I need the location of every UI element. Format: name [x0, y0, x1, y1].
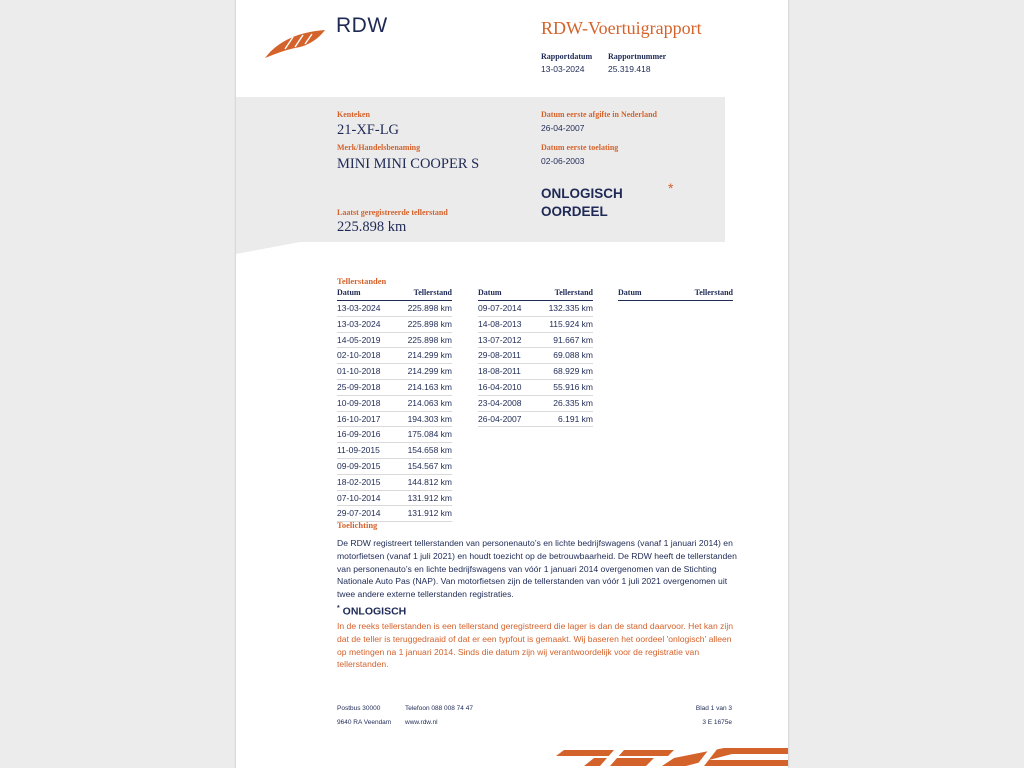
- reading-km: 214.299 km: [407, 366, 452, 377]
- reading-km: 69.088 km: [553, 350, 593, 361]
- col-value-header: Tellerstand: [554, 288, 593, 297]
- table-row: [337, 317, 452, 333]
- reading-km: 214.163 km: [407, 381, 452, 392]
- reading-km: 175.084 km: [407, 429, 452, 440]
- table-row: [337, 364, 452, 380]
- reading-date: 29-07-2014: [337, 508, 381, 519]
- readings-column-3: [618, 288, 733, 301]
- readings-header: [337, 288, 452, 301]
- reading-date: 23-04-2008: [478, 397, 522, 408]
- brand-name: RDW: [336, 14, 388, 37]
- table-row: [478, 396, 593, 412]
- report-page: [236, 0, 788, 768]
- report-number: 25.319.418: [608, 64, 651, 74]
- table-row: [337, 459, 452, 475]
- col-date-header: Datum: [337, 288, 361, 297]
- readings-header: [478, 288, 593, 301]
- report-date-label: Rapportdatum: [541, 52, 593, 61]
- plate-value: 21-XF-LG: [337, 122, 400, 138]
- first-admission-label: Datum eerste toelating: [541, 143, 619, 152]
- report-title: RDW-Voertuigrapport: [541, 18, 702, 38]
- reading-km: 115.924 km: [549, 318, 593, 329]
- reading-km: 225.898 km: [407, 318, 452, 329]
- reading-date: 09-07-2014: [478, 303, 522, 313]
- explanation-text: De RDW registreert tellerstanden van personenauto’s en lichte bedrijfswagens (vanaf 1 januari 2014) en motorfietsen (vanaf 1 juli 2021) en houdt toezicht op de betrouwbaarheid. De RDW heeft de tellerstanden van personenauto’s en lichte bedrijfswagens van vóór 1 januari 2014 overgenomen van de Stichting Nationale Auto Pas (NAP). Van motorfietsen zijn de tellerstanden van vóór 1 juli 2021 overgenomen uit twee andere externe tellerstanden registraties.: [337, 538, 737, 600]
- col-value-header: Tellerstand: [413, 288, 452, 297]
- reading-date: 14-08-2013: [478, 318, 522, 329]
- reading-date: 18-08-2011: [478, 366, 521, 377]
- table-row: [337, 333, 452, 349]
- first-admission-value: 02-06-2003: [541, 156, 585, 166]
- reading-date: 16-09-2016: [337, 429, 381, 440]
- illogical-title: ONLOGISCH: [342, 605, 407, 618]
- reading-km: 214.063 km: [407, 397, 452, 408]
- footer-phone: Telefoon 088 008 74 47: [405, 705, 473, 712]
- reading-date: 13-03-2024: [337, 318, 381, 329]
- footer-web[interactable]: www.rdw.nl: [405, 719, 438, 726]
- reading-km: 131.912 km: [407, 508, 452, 519]
- reading-km: 68.929 km: [553, 366, 593, 377]
- reading-km: 144.812 km: [407, 476, 452, 487]
- table-row: [478, 301, 593, 317]
- reading-date: 09-09-2015: [337, 460, 381, 471]
- reading-km: 225.898 km: [407, 334, 452, 345]
- reading-date: 13-03-2024: [337, 303, 381, 313]
- reading-date: 29-08-2011: [478, 350, 521, 361]
- explanation-title: Toelichting: [337, 520, 378, 530]
- footer-city: 9640 RA Veendam: [337, 719, 392, 726]
- table-row: [337, 412, 452, 428]
- illogical-text: In de reeks tellerstanden is een tellerstand geregistreerd die lager is dan de stand daarvoor. Het kan zijn dat de teller is teruggedraaid of dat er een typfout is gemaakt. Wij baseren het oordeel 'onlogisch' alleen op metingen na 1 januari 2014. Sinds die datum zijn wij verantwoordelijk voor de registratie van tellerstanden.: [337, 621, 734, 670]
- table-row: [478, 364, 593, 380]
- reading-date: 13-07-2012: [478, 334, 522, 345]
- verdict-line-2: OORDEEL: [541, 204, 608, 219]
- reading-date: 25-09-2018: [337, 381, 381, 392]
- table-row: [337, 380, 452, 396]
- reading-date: 14-05-2019: [337, 334, 381, 345]
- table-row: [478, 380, 593, 396]
- odometer-value: 225.898 km: [337, 219, 407, 235]
- band-notch: [236, 242, 300, 254]
- readings-rows: [337, 301, 452, 522]
- readings-column-2: [478, 288, 593, 427]
- verdict: [541, 185, 623, 221]
- illogical-heading: [337, 605, 406, 618]
- table-row: [478, 348, 593, 364]
- table-row: [337, 348, 452, 364]
- reading-date: 16-10-2017: [337, 413, 381, 424]
- reading-km: 26.335 km: [553, 397, 593, 408]
- reading-date: 26-04-2007: [478, 413, 522, 424]
- illogical-star: *: [337, 605, 340, 612]
- reading-km: 131.912 km: [407, 492, 452, 503]
- footer-code: 3 E 1675e: [702, 719, 732, 726]
- col-date-header: Datum: [478, 288, 502, 297]
- reading-km: 225.898 km: [407, 303, 452, 313]
- table-row: [337, 427, 452, 443]
- footer-postbus: Postbus 30000: [337, 705, 381, 712]
- footer-page: Blad 1 van 3: [695, 705, 732, 712]
- table-row: [337, 491, 452, 507]
- table-row: [337, 301, 452, 317]
- reading-date: 11-09-2015: [337, 445, 380, 456]
- reading-date: 07-10-2014: [337, 492, 381, 503]
- reading-km: 154.658 km: [407, 445, 452, 456]
- odometer-label: Laatst geregistreerde tellerstand: [337, 208, 448, 217]
- readings-column-1: [337, 288, 452, 522]
- table-row: [478, 317, 593, 333]
- table-row: [337, 443, 452, 459]
- col-date-header: Datum: [618, 288, 642, 297]
- reading-date: 10-09-2018: [337, 397, 381, 408]
- table-row: [337, 475, 452, 491]
- table-row: [478, 412, 593, 428]
- reading-km: 214.299 km: [407, 350, 452, 361]
- reading-km: 154.567 km: [407, 460, 452, 471]
- report-date: 13-03-2024: [541, 64, 585, 74]
- reading-km: 55.916 km: [553, 381, 593, 392]
- first-nl-value: 26-04-2007: [541, 123, 585, 133]
- reading-km: 91.667 km: [553, 334, 593, 345]
- table-row: [478, 333, 593, 349]
- readings-header: [618, 288, 733, 301]
- make-value: MINI MINI COOPER S: [337, 156, 480, 172]
- reading-date: 18-02-2015: [337, 476, 381, 487]
- verdict-star: *: [668, 180, 674, 196]
- col-value-header: Tellerstand: [694, 288, 733, 297]
- decorative-stripes-icon: [554, 746, 788, 768]
- table-row: [337, 396, 452, 412]
- reading-date: 02-10-2018: [337, 350, 381, 361]
- reading-km: 194.303 km: [407, 413, 452, 424]
- reading-km: 132.335 km: [548, 303, 593, 313]
- report-number-label: Rapportnummer: [608, 52, 667, 61]
- plate-label: Kenteken: [337, 110, 370, 119]
- reading-date: 16-04-2010: [478, 381, 522, 392]
- readings-title: Tellerstanden: [337, 276, 387, 286]
- reading-date: 01-10-2018: [337, 366, 381, 377]
- make-label: Merk/Handelsbenaming: [337, 143, 421, 152]
- first-nl-label: Datum eerste afgifte in Nederland: [541, 110, 657, 119]
- reading-km: 6.191 km: [558, 413, 593, 424]
- verdict-line-1: ONLOGISCH: [541, 186, 623, 201]
- rdw-logo-icon: [263, 26, 327, 60]
- readings-rows: [478, 301, 593, 427]
